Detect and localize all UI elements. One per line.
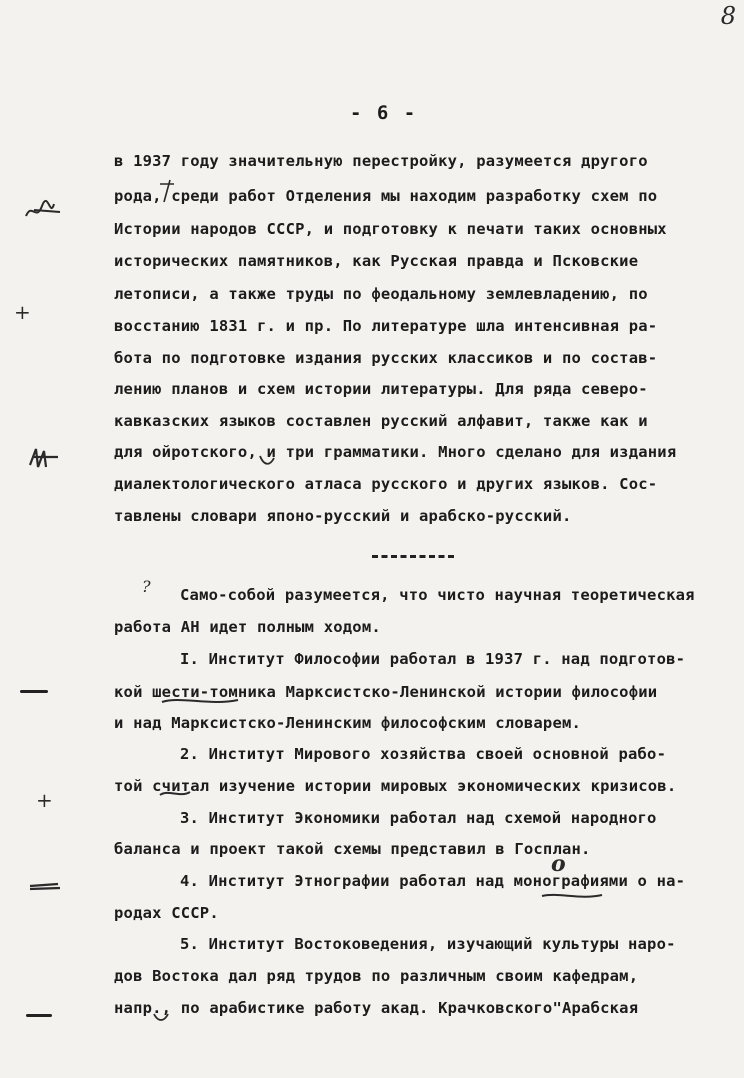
text-line: тавлены словари японо-русский и арабско-русский. [114, 507, 572, 525]
text-line: родах СССР. [114, 904, 219, 922]
text-line: исторических памятников, как Русская правда и Псковские [114, 252, 639, 270]
hyphen-correction-underline [160, 694, 240, 708]
text-line: в 1937 году значительную перестройку, разумеется другого [114, 152, 648, 170]
text-line: напр., по арабистике работу акад. Крачковского"Арабская [114, 999, 639, 1017]
text-line: баланса и проект такой схемы представил в Госплан. [114, 840, 591, 858]
text-line: кавказских языков составлен русский алфавит, также как и [114, 412, 648, 430]
text-line: 5. Институт Востоковедения, изучающий культуры наро- [180, 935, 676, 953]
margin-question-mark: ? [142, 577, 151, 596]
margin-plus-mark: + [36, 788, 53, 812]
margin-plus-mark: + [14, 300, 31, 324]
section-divider [372, 555, 454, 558]
text-line: Истории народов СССР, и подготовку к печати таких основных [114, 220, 667, 238]
margin-scribble-2 [28, 445, 62, 471]
text-line: диалектологического атласа русского и других языков. Сос- [114, 475, 658, 493]
margin-scribble-3 [28, 878, 62, 894]
text-line: лению планов и схем истории литературы. Для ряда северо- [114, 380, 648, 398]
text-line: и над Марксистско-Ленинским философским словарем. [114, 714, 582, 732]
archive-folio-number: 8 [720, 2, 736, 30]
text-line: 4. Институт Этнографии работал над монографиями о на- [180, 872, 686, 890]
margin-scribble-1 [24, 198, 64, 224]
correction-comma-mark [156, 178, 178, 208]
text-line: 2. Институт Мирового хозяйства своей основной рабо- [180, 745, 667, 763]
page-number: - 6 - [350, 102, 418, 124]
text-line: кой шести-томника Марксистско-Ленинской истории философии [114, 683, 658, 701]
text-line: той считал изучение истории мировых экономических кризисов. [114, 777, 677, 795]
correction-underline [158, 786, 192, 800]
correction-comma-mark [150, 1010, 172, 1024]
correction-comma-mark [256, 452, 278, 468]
text-line: дов Востока дал ряд трудов по различным своим кафедрам, [114, 967, 639, 985]
text-line: бота по подготовке издания русских классиков и по состав- [114, 349, 658, 367]
correction-underline [540, 890, 604, 902]
text-line: летописи, а также труды по феодальному землевладению, по [114, 285, 648, 303]
margin-dash-mark [26, 1014, 52, 1017]
text-line: рода, среди работ Отделения мы находим разработку схем по [114, 187, 658, 205]
text-line: работа АН идет полным ходом. [114, 618, 381, 636]
margin-dash-mark [20, 690, 48, 693]
correction-letter-mark: о [551, 851, 566, 877]
text-line: восстанию 1831 г. и пр. По литературе шла интенсивная ра- [114, 317, 658, 335]
text-line: 3. Институт Экономики работал над схемой народного [180, 809, 657, 827]
text-line: I. Институт Философии работал в 1937 г. над подготов- [180, 650, 686, 668]
text-line: для ойротского, и три грамматики. Много сделано для издания [114, 443, 677, 461]
text-line: Само-собой разумеется, что чисто научная теоретическая [180, 586, 695, 604]
